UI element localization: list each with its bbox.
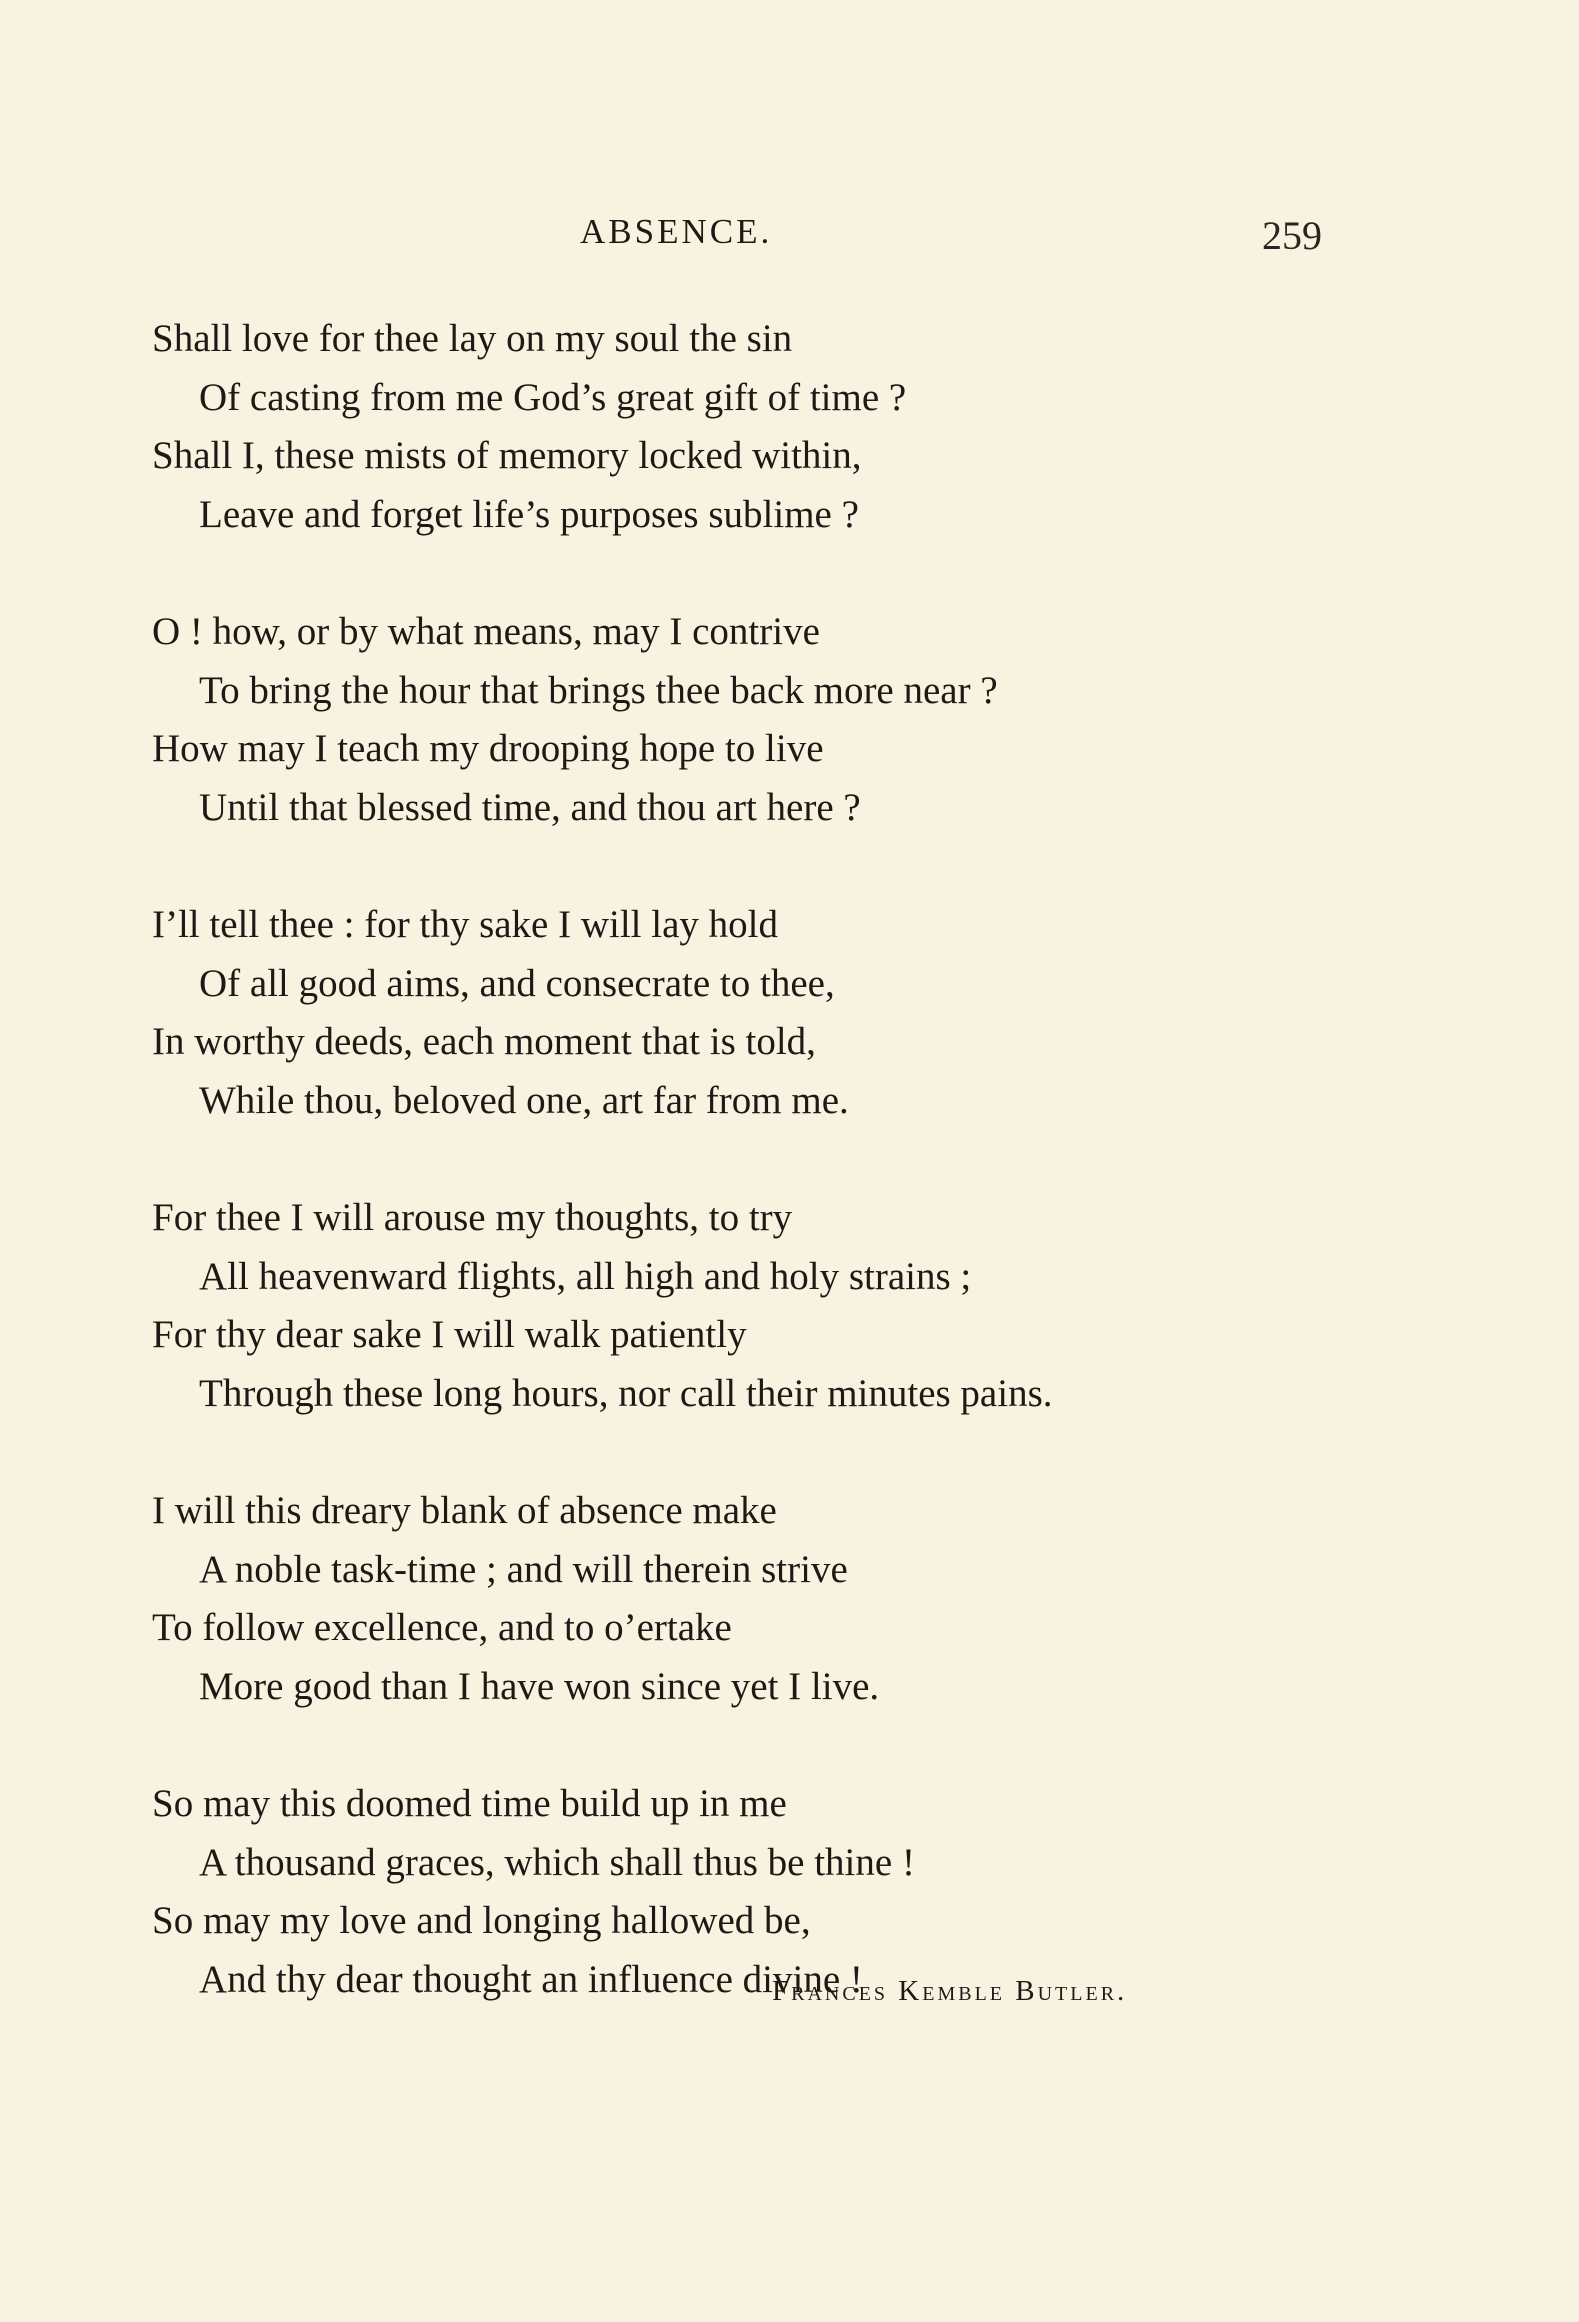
poem-line: Shall I, these mists of memory locked within, <box>152 434 862 477</box>
poem-line: To bring the hour that brings thee back more near ? <box>199 668 998 712</box>
poem-line: A noble task-time ; and will therein strive <box>199 1547 848 1591</box>
poem-line: So may my love and longing hallowed be, <box>152 1899 811 1942</box>
stanza-2 <box>152 603 1312 837</box>
poem-line: More good than I have won since yet I live. <box>199 1664 880 1708</box>
stanza-4 <box>152 1189 1312 1423</box>
poem-line: I’ll tell thee : for thy sake I will lay hold <box>152 903 778 946</box>
poem-line: So may this doomed time build up in me <box>152 1782 787 1825</box>
poem-line: For thee I will arouse my thoughts, to try <box>152 1196 793 1239</box>
poem-line: In worthy deeds, each moment that is told, <box>152 1020 816 1063</box>
stanza-5 <box>152 1482 1312 1716</box>
poem-line: I will this dreary blank of absence make <box>152 1489 777 1532</box>
stanza-3 <box>152 896 1312 1130</box>
poem-line: Shall love for thee lay on my soul the sin <box>152 317 793 360</box>
poem <box>152 310 1312 2068</box>
poem-line: While thou, beloved one, art far from me. <box>199 1078 849 1122</box>
running-title: ABSENCE. <box>580 212 773 251</box>
stanza-6 <box>152 1775 1312 2009</box>
poem-line: How may I teach my drooping hope to live <box>152 727 824 770</box>
poem-line: And thy dear thought an influence divine ! <box>199 1957 863 2001</box>
poem-line: To follow excellence, and to o’ertake <box>152 1606 732 1649</box>
author-attribution: Frances Kemble Butler. <box>772 1975 1128 2007</box>
poem-line: All heavenward flights, all high and holy strains ; <box>199 1254 972 1298</box>
poem-line: Of casting from me God’s great gift of time ? <box>199 375 907 419</box>
poem-line: A thousand graces, which shall thus be thine ! <box>199 1840 915 1884</box>
poem-line: O ! how, or by what means, may I contrive <box>152 610 820 653</box>
stanza-1 <box>152 310 1312 544</box>
poem-line: Leave and forget life’s purposes sublime ? <box>199 492 859 536</box>
running-head <box>0 212 1579 272</box>
poem-line: Through these long hours, nor call their minutes pains. <box>199 1371 1053 1415</box>
poem-line: Until that blessed time, and thou art here ? <box>199 785 861 829</box>
poem-line: For thy dear sake I will walk patiently <box>152 1313 747 1356</box>
page-number: 259 <box>1262 213 1322 258</box>
poem-line: Of all good aims, and consecrate to thee, <box>199 961 835 1005</box>
